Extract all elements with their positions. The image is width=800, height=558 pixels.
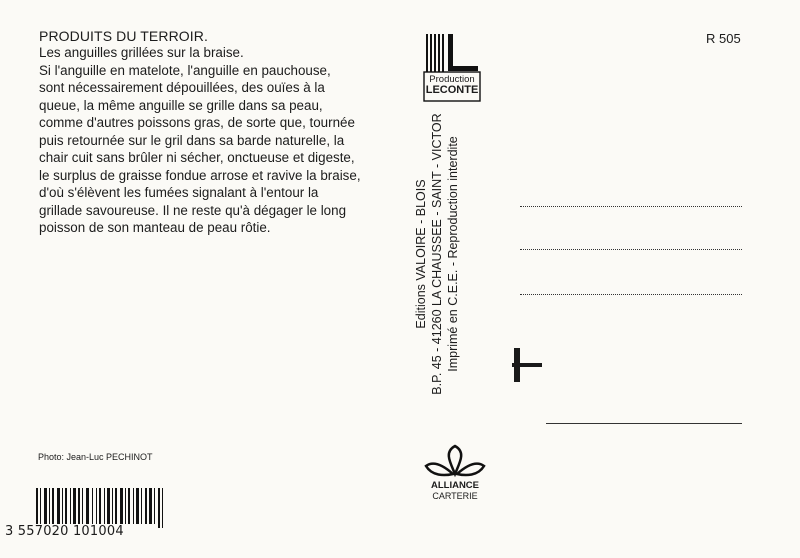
photo-credit: Photo: Jean-Luc PECHINOT bbox=[38, 452, 153, 462]
barcode-digits: 3 557020 101004 bbox=[5, 524, 124, 539]
description-line: poisson de son manteau de peau rôtie. bbox=[39, 220, 271, 236]
address-line bbox=[520, 294, 742, 295]
description-line: queue, la même anguille se grille dans sa peau, bbox=[39, 97, 323, 113]
description-line: sont nécessairement dépouillées, des ouïes à la bbox=[39, 80, 325, 96]
address-line bbox=[520, 206, 742, 207]
description-line: Si l'anguille en matelote, l'anguille en pauchouse, bbox=[39, 62, 331, 78]
description-line: le surplus de graisse fondue arrose et ravive la braise, bbox=[39, 167, 361, 183]
description-line: d'où s'élèvent les fumées signalant à l'entour la bbox=[39, 185, 319, 201]
stamp-corner-mark bbox=[512, 363, 542, 367]
description-line: puis retournée sur le gril dans sa barde naturelle, la bbox=[39, 132, 345, 148]
publisher-line: Editions VALOIRE - BLOIS bbox=[414, 179, 428, 329]
publisher-info bbox=[413, 113, 461, 394]
address-line bbox=[546, 423, 742, 424]
alliance-subtitle: CARTERIE bbox=[432, 491, 478, 501]
description-line: comme d'autres poissons gras, de sorte que, tournée bbox=[39, 115, 355, 131]
logo-line-leconte: LECONTE bbox=[425, 84, 479, 96]
description-line: chair cuit sans brûler ni sécher, onctueuse et digeste, bbox=[39, 150, 355, 166]
publisher-line: Imprimé en C.E.E. - Reproduction interdite bbox=[446, 136, 460, 372]
alliance-flower-icon bbox=[420, 444, 490, 480]
description-line: grillade savoureuse. Il ne reste qu'à dégager le long bbox=[39, 202, 347, 218]
alliance-name: ALLIANCE bbox=[430, 480, 480, 491]
barcode-bars-icon bbox=[20, 488, 180, 528]
logo-line-production: Production bbox=[429, 74, 475, 85]
reference-number: R 505 bbox=[706, 31, 741, 46]
description-line: Les anguilles grillées sur la braise. bbox=[39, 45, 244, 60]
leconte-logo-text bbox=[424, 74, 480, 96]
alliance-carterie-logo bbox=[420, 444, 490, 500]
card-title: PRODUITS DU TERROIR. bbox=[39, 28, 208, 44]
card-description bbox=[39, 44, 379, 237]
publisher-line: B.P. 45 - 41260 LA CHAUSSEE - SAINT - VICTOR bbox=[430, 113, 444, 395]
address-line bbox=[520, 249, 742, 250]
